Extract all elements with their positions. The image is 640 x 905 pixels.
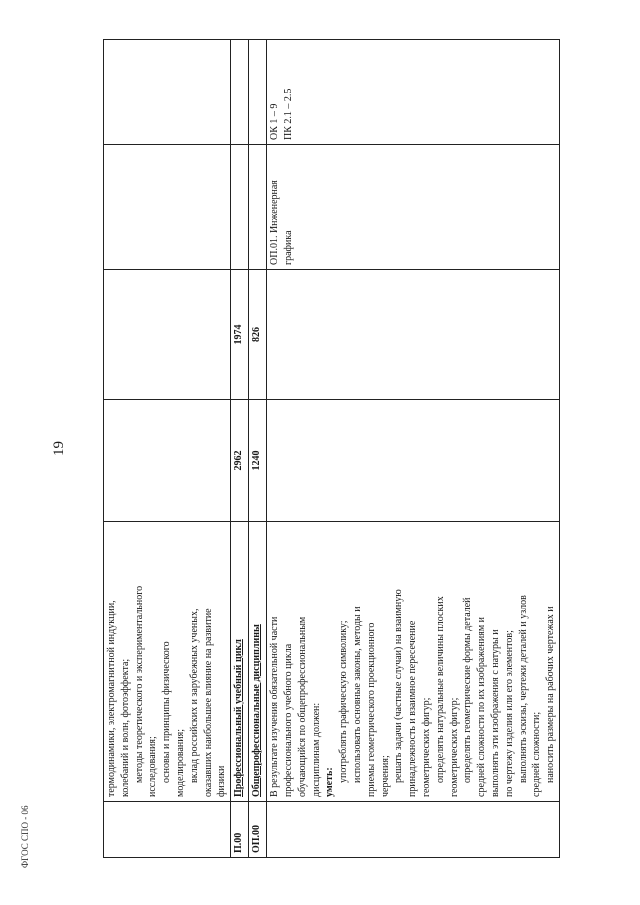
table-row-continued [104, 40, 231, 858]
competency-line: ПК 2.1 – 2.5 [282, 88, 294, 140]
skill-line: выполнять эти изображения с натуры и [489, 629, 501, 797]
footer-code: ФГОС СПО - 06 [20, 805, 30, 868]
competency-cell [104, 40, 231, 145]
skill-line: средней сложности по их изображениям и [476, 617, 488, 797]
content-line: методы теоретического и экспериментального [133, 585, 145, 783]
skill-line: приемы геометрического проекционного [365, 622, 377, 797]
content-line: вклад российских и зарубежных ученых, [188, 608, 200, 783]
skill-line: использовать основные законы, методы и [351, 606, 363, 783]
intro-line: В результате изучения обязательной части [269, 616, 281, 797]
discipline-cell [231, 145, 249, 270]
code-cell: П.00 [231, 802, 249, 858]
content-line: физики [216, 765, 228, 797]
intro-line: профессионального учебного цикла [282, 643, 294, 797]
skill-line: решать задачи (частные случаи) на взаимную [393, 589, 405, 783]
table-row-op01 [267, 40, 560, 858]
competency-cell [267, 40, 560, 145]
content-cell [267, 522, 560, 802]
skill-line: определять геометрические формы деталей [462, 597, 474, 783]
study-hours-cell: 826 [249, 270, 267, 400]
total-hours-cell: 1240 [249, 400, 267, 522]
skill-line: наносить размеры на рабочих чертежах и [545, 606, 557, 783]
study-hours-cell: 1974 [231, 270, 249, 400]
skill-line: употреблять графическую символику; [338, 620, 350, 783]
content-line: моделирования; [174, 728, 186, 797]
content-line: колебаний и волн, фотоэффекта; [119, 658, 131, 797]
skill-line: определять натуральные величины плоских [434, 596, 446, 783]
skill-line: черчения; [379, 755, 391, 797]
skills-heading: уметь: [324, 767, 336, 797]
curriculum-table [103, 39, 560, 858]
skill-line: по чертежу изделия или его элементов; [503, 630, 515, 797]
total-hours-cell [267, 400, 560, 522]
study-hours-cell [267, 270, 560, 400]
section-title: Общепрофессиональные дисциплины [249, 522, 267, 802]
page-number: 19 [51, 441, 67, 456]
skill-line: геометрических фигур; [448, 697, 460, 797]
skill-line: выполнять эскизы, чертежи деталей и узлов [517, 595, 529, 783]
skill-line: принадлежность и взаимное пересечение [407, 620, 419, 797]
skill-line: геометрических фигур; [420, 697, 432, 797]
table-row-op00 [249, 40, 267, 858]
competency-cell [231, 40, 249, 145]
discipline-cell: ОП.01. Инженерная графика [267, 145, 560, 270]
discipline-cell [104, 145, 231, 270]
content-line: исследования; [147, 736, 159, 797]
competency-line: ОК 1 – 9 [269, 103, 281, 140]
code-cell [104, 802, 231, 858]
code-cell [267, 802, 560, 858]
content-cell [104, 522, 231, 802]
table-row-p00 [231, 40, 249, 858]
curriculum-table-rotated [103, 40, 557, 858]
total-hours-cell: 2962 [231, 400, 249, 522]
study-hours-cell [104, 270, 231, 400]
skill-line: средней сложности; [531, 711, 543, 797]
code-cell: ОП.00 [249, 802, 267, 858]
competency-cell [249, 40, 267, 145]
content-line: термодинамики, электромагнитной индукции, [106, 600, 117, 797]
total-hours-cell [104, 400, 231, 522]
intro-line: дисциплинам должен: [310, 702, 322, 797]
intro-line: обучающийся по общепрофессиональным [296, 616, 308, 797]
discipline-cell [249, 145, 267, 270]
section-title: Профессиональный учебный цикл [231, 522, 249, 802]
content-line: основы и принципы физического [161, 641, 173, 783]
content-line: оказавших наибольшее влияние на развитие [202, 608, 214, 797]
